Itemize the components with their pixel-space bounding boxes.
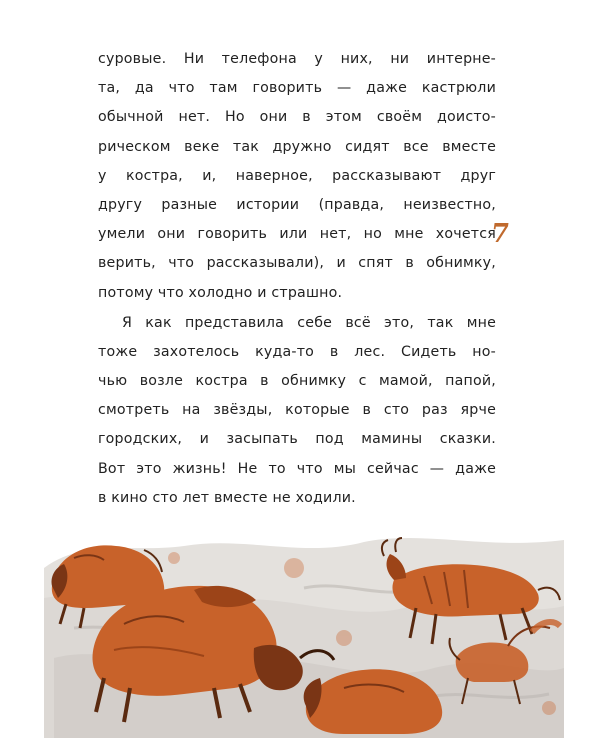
text-line: тоже захотелось куда-то в лес. Сидеть но- [98,343,496,360]
text-line: городских, и засыпать под мамины сказки. [98,431,496,448]
text-line: Вот это жизнь! Не то что мы сейчас — даже [98,460,496,477]
page-number: 7 [488,219,512,249]
text-line: суровые. Ни телефона у них, ни интерне- [98,51,496,67]
text-line: обычной нет. Но они в этом своём доисто- [98,109,496,126]
paragraph-2 [98,309,496,513]
text-line: смотреть на звёзды, которые в сто раз ярче [98,402,496,419]
text-line: Я как представила себе всё это, так мне [122,314,496,331]
text-line: другу разные истории (правда, неизвестно, [98,196,496,213]
story-text [98,45,496,513]
text-line: умели они говорить или нет, но мне хочется [98,226,496,243]
cave-painting-illustration [44,528,564,738]
text-line: потому что холодно и страшно. [98,284,343,301]
text-line: в кино сто лет вместе не ходили. [98,489,356,506]
text-line: чью возле костра в обнимку с мамой, папой, [98,373,496,390]
paragraph-1 [98,45,496,308]
text-line: у костра, и, наверное, рассказывают друг [98,167,496,184]
text-line: рическом веке так дружно сидят все вместе [98,138,496,155]
text-line: верить, что рассказывали), и спят в обнимку, [98,255,496,272]
text-line: та, да что там говорить — даже кастрюли [98,80,496,97]
